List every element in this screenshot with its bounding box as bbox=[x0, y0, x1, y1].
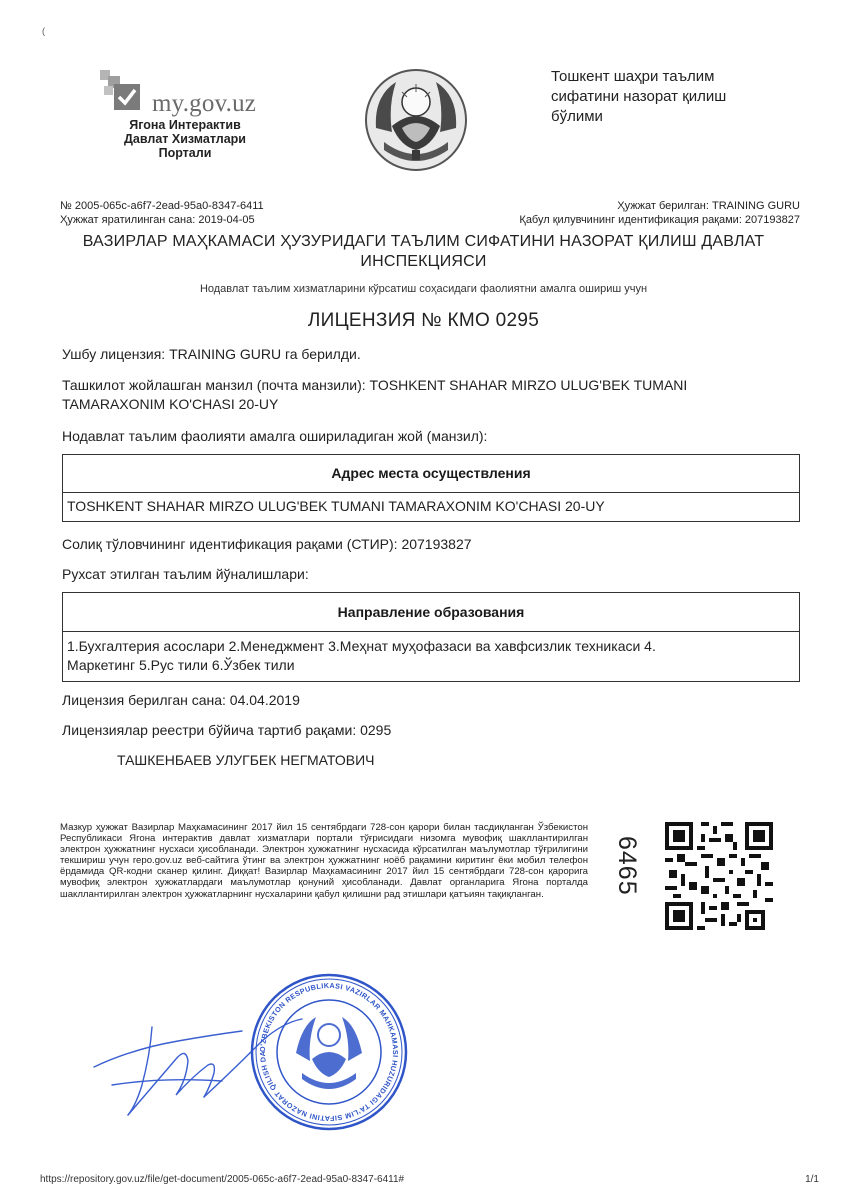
directions-table-header: Направление образования bbox=[63, 593, 799, 632]
signer-name: ТАШКЕНБАЕВ УЛУГБЕК НЕГМАТОВИЧ bbox=[117, 752, 375, 768]
place-table-value: TOSHKENT SHAHAR MIRZO ULUG'BEK TUMANI TAMARAXONIM KO'CHASI 20-UY bbox=[67, 498, 605, 514]
place-label: Нодавлат таълим фаолияти амалга ошириладиган жой (манзил): bbox=[62, 428, 488, 444]
svg-text:O'ZBEKISTON RESPUBLIKASI VAZIR: O'ZBEKISTON RESPUBLIKASI VAZIRLAR MAHKAMASI HUZURIDAGI TA'LIM SIFATINI NAZORAT QILISH DA bbox=[257, 980, 401, 1124]
place-table bbox=[62, 454, 800, 522]
document-meta-right bbox=[519, 199, 800, 227]
place-table-header: Адрес места осуществления bbox=[63, 455, 799, 493]
portal-brand: my.gov.uz bbox=[152, 90, 257, 117]
license-title: ЛИЦЕНЗИЯ № КМО 0295 bbox=[307, 310, 540, 331]
portal-subtitle: Ягона Интерактив Давлат Хизматлари Портали bbox=[124, 118, 246, 160]
page-number: 1/1 bbox=[805, 1174, 819, 1185]
issuing-organization: Тошкент шаҳри таълим сифатини назорат қилиш бўлими bbox=[551, 68, 727, 125]
license-date: Лицензия берилган сана: 04.04.2019 bbox=[62, 692, 300, 708]
issued-to-line: Ушбу лицензия: TRAINING GURU га берилди. bbox=[62, 346, 361, 362]
receiver-id: Қабул қилувчининг идентификация рақами: 207193827 bbox=[519, 214, 800, 226]
directions-label: Рухсат этилган таълим йўналишлари: bbox=[62, 566, 309, 582]
postal-address: Ташкилот жойлашган манзил (почта манзили): TOSHKENT SHAHAR MIRZO ULUG'BEK TUMANI TAMARAXONIM KO'CHASI 20-UY bbox=[62, 377, 688, 412]
side-code: 6465 bbox=[613, 836, 641, 896]
document-number: № 2005-065c-a6f7-2ead-95a0-8347-6411 bbox=[60, 200, 264, 212]
directions-table-value: 1.Бухгалтерия асослари 2.Менеджмент 3.Меҳнат муҳофазаси ва хавфсизлик техникаси 4. Маркетинг 5.Рус тили 6.Ўзбек тили bbox=[67, 638, 656, 673]
document-created-date: Ҳужжат яратилинган сана: 2019-04-05 bbox=[60, 214, 255, 226]
tax-id-line: Солиқ тўловчининг идентификация рақами (СТИР): 207193827 bbox=[62, 536, 472, 552]
document-issued-to: Ҳужжат берилган: TRAINING GURU bbox=[617, 200, 800, 212]
document-meta-left bbox=[60, 199, 264, 227]
state-emblem-icon bbox=[362, 66, 470, 174]
portal-logo bbox=[100, 68, 270, 163]
legal-notice: Мазкур ҳужжат Вазирлар Маҳкамасининг 2017 йил 15 сентябрдаги 728-сон қарори билан тасдиқланган Ўзбекистон Республикаси Ягона интерактив давлат хизматлари портали тўғрисидаги низомга мувофиқ шакллантирилган электрон ҳужжатнинг нусхаси ҳисобланади. Электрон ҳужжатнинг нусхасида кўрсатилган маълумотлар тўғрилигини текшириш учун repo.gov.uz веб-сайтига ўтинг ва электрон ҳужжатнинг ноёб рақамини киритинг ёки мобил телефон ёрдамида QR-кодни сканер қилинг. Диққат! Вазирлар Маҳкамасининг 2017 йил 15 сентябрдаги 728-сон қарорига мувофиқ электрон ҳужжатлардаги маълумотлар қонуний ҳисобланади. Давлат органларига Ягона порталда шакллантирилган электрон ҳужжатларнинг нусхаларини қабул қилишни рад этишлари қатъиян тақиқланган. bbox=[60, 822, 588, 900]
license-purpose: Нодавлат таълим хизматларини кўрсатиш соҳасидаги фаолиятни амалга ошириш учун bbox=[199, 283, 648, 295]
official-seal bbox=[250, 973, 408, 1131]
inspection-heading: ВАЗИРЛАР МАҲКАМАСИ ҲУЗУРИДАГИ ТАЪЛИМ СИФАТИНИ НАЗОРАТ ҚИЛИШ ДАВЛАТ ИНСПЕКЦИЯСИ bbox=[82, 233, 765, 270]
directions-table bbox=[62, 592, 800, 682]
qr-code bbox=[665, 822, 773, 930]
registry-number: Лицензиялар реестри бўйича тартиб рақами: 0295 bbox=[62, 722, 392, 738]
scan-mark: ( bbox=[42, 26, 45, 36]
checkmark-icon bbox=[114, 84, 140, 110]
footer-url: https://repository.gov.uz/file/get-document/2005-065c-a6f7-2ead-95a0-8347-6411# bbox=[40, 1174, 405, 1185]
